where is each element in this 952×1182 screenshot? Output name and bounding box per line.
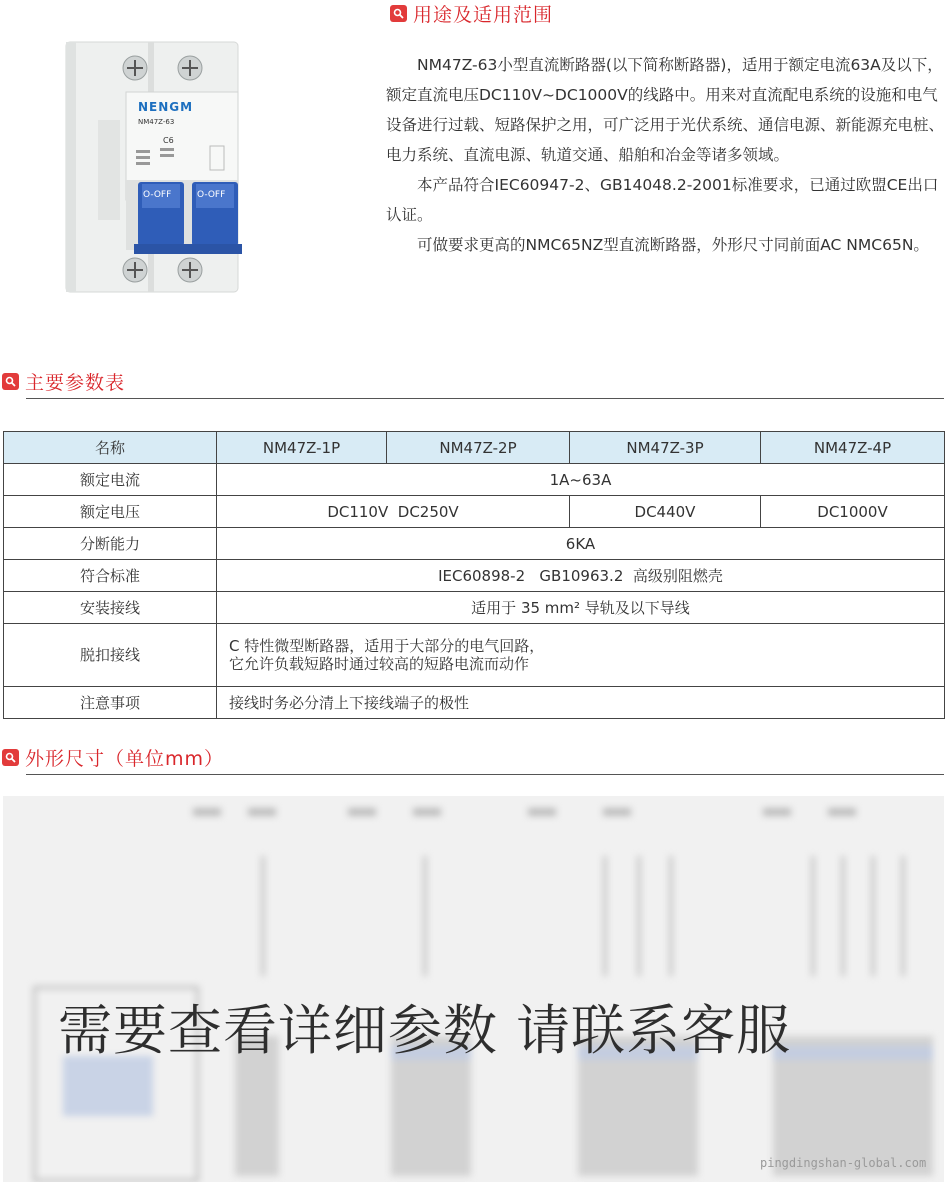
search-icon (2, 749, 19, 766)
search-icon (2, 373, 19, 390)
divider (26, 774, 944, 775)
header-cell-1p: NM47Z-1P (217, 432, 387, 464)
table-row (4, 464, 945, 496)
row-value (217, 624, 945, 687)
row-label: 脱扣接线 (4, 624, 217, 687)
intro-paragraph-3: 可做要求更高的NMC65NZ型直流断路器，外形尺寸同前面AC NMC65N。 (417, 236, 929, 254)
row-label: 分断能力 (4, 528, 217, 560)
watermark: pingdingshan-global.com (760, 1156, 927, 1170)
model-label: NM47Z-63 (138, 118, 175, 126)
section-params-title: 主要参数表 (25, 372, 126, 394)
table-row (4, 624, 945, 687)
section-usage-title: 用途及适用范围 (413, 4, 554, 26)
header-cell-2p: NM47Z-2P (387, 432, 570, 464)
row-label: 额定电压 (4, 496, 217, 528)
brand-logo: NENGM (138, 100, 194, 114)
intro-text (386, 50, 948, 260)
table-row (4, 592, 945, 624)
section-dims-heading (2, 744, 224, 771)
row-value: DC440V (570, 496, 761, 528)
header-cell-4p: NM47Z-4P (761, 432, 945, 464)
trip-line-2: 它允许负载短路时通过较高的短路电流而动作 (229, 655, 530, 673)
section-dims-title: 外形尺寸（单位mm） (25, 748, 225, 770)
params-table (3, 431, 945, 719)
section-usage-heading (390, 0, 553, 27)
row-label: 安装接线 (4, 592, 217, 624)
row-value: 1A~63A (217, 464, 945, 496)
row-label: 注意事项 (4, 687, 217, 719)
row-label: 符合标准 (4, 560, 217, 592)
row-value: DC110V DC250V (217, 496, 570, 528)
row-value: IEC60898-2 GB10963.2 高级别阻燃壳 (217, 560, 945, 592)
intro-paragraph-2: 本产品符合IEC60947-2、GB14048.2-2001标准要求，已通过欧盟CE出口认证。 (386, 176, 939, 224)
row-value: 适用于 35 mm² 导轨及以下导线 (217, 592, 945, 624)
divider (26, 398, 944, 399)
trip-line-1: C 特性微型断路器，适用于大部分的电气回路， (229, 637, 545, 655)
contact-overlay-text: 需要查看详细参数 请联系客服 (58, 999, 792, 1062)
row-value: DC1000V (761, 496, 945, 528)
table-row (4, 687, 945, 719)
table-header-row (4, 432, 945, 464)
row-value: 接线时务必分清上下接线端子的极性 (217, 687, 945, 719)
switch-label-right: O-OFF (197, 190, 226, 200)
product-image (60, 30, 260, 310)
header-cell-name: 名称 (4, 432, 217, 464)
section-params-heading (2, 368, 125, 395)
search-icon (390, 5, 407, 22)
switch-label-left: O-OFF (143, 190, 172, 200)
table-row (4, 528, 945, 560)
rating-label: C6 (163, 136, 174, 145)
header-cell-3p: NM47Z-3P (570, 432, 761, 464)
row-value: 6KA (217, 528, 945, 560)
table-row (4, 560, 945, 592)
table-row (4, 496, 945, 528)
row-label: 额定电流 (4, 464, 217, 496)
intro-paragraph-1: NM47Z-63小型直流断路器(以下简称断路器)，适用于额定电流63A及以下，额定直流电压DC110V~DC1000V的线路中。用来对直流配电系统的设施和电气设备进行过载、短路保护之用，可广泛用于光伏系统、通信电源、新能源充电桩、电力系统、直流电源、轨道交通、船舶和冶金等诸多领域。 (386, 56, 945, 164)
